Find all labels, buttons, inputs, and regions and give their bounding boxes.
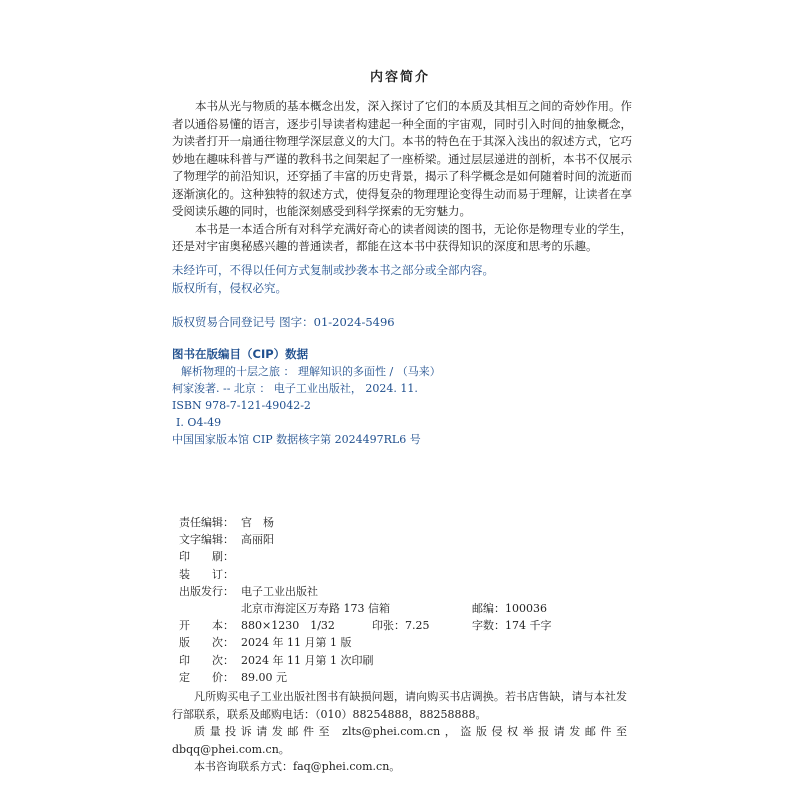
text-editor-value: 高丽阳 xyxy=(241,533,274,547)
printing-label: 印 次： xyxy=(179,653,234,667)
footer-line-2: 质量投诉请发邮件至 zlts@phei.com.cn，盗版侵权举报请发邮件至 dbqq@phei.com.cn。 xyxy=(172,725,627,756)
cip-line-3: ISBN 978-7-121-49042-2 xyxy=(172,399,311,412)
price-value: 89.00 元 xyxy=(241,670,287,684)
cip-line-1: 解析物理的十层之旅 ： 理解知识的多面性 / （马来） xyxy=(181,365,441,378)
format-value: 880×1230 1/32 xyxy=(241,619,335,633)
footer-notice xyxy=(172,688,627,776)
printing-value: 2024 年 11 月第 1 次印刷 xyxy=(241,653,374,667)
contract-number: 版权贸易合同登记号 图字：01-2024-5496 xyxy=(172,315,395,329)
publisher-value: 电子工业出版社 xyxy=(241,584,318,598)
editor-label: 责任编辑： xyxy=(179,516,234,529)
cip-line-4: Ⅰ. O4-49 xyxy=(176,416,222,429)
introduction xyxy=(172,98,632,256)
sheets-value: 印张：7.25 xyxy=(372,619,430,633)
print-label: 印 刷： xyxy=(179,550,234,564)
intro-paragraph-1: 本书从光与物质的基本概念出发，深入探讨了它们的本质及其相互之间的奇妙作用。作者以通俗易懂的语言，逐步引导读者构建起一种全面的宇宙观，同时引入时间的抽象概念，为读者打开一扇通往物理学深层意义的大门。本书的特色在于其深入浅出的叙述方式，它巧妙地在趣味科普与严谨的教科书之间架起了一座桥梁。通过层层递进的剖析，本书不仅展示了物理学的前沿知识，还穿插了丰富的历史背景，揭示了科学概念是如何随着时间的流逝而逐渐演化的。这种独特的叙述方式，使得复杂的物理理论变得生动而易于理解，让读者在享受阅读乐趣的同时，也能深刻感受到科学探索的无穷魅力。 xyxy=(172,99,632,218)
page-title: 内容简介 xyxy=(369,70,430,85)
text-editor-label: 文字编辑： xyxy=(179,533,234,547)
cip-line-2: 柯家浚著. -- 北京 ： 电子工业出版社， 2024. 11. xyxy=(172,382,418,395)
edition-label: 版 次： xyxy=(179,636,234,650)
cip-line-5: 中国国家版本馆 CIP 数据核字第 2024497RL6 号 xyxy=(172,433,421,446)
rights-line-1: 未经许可，不得以任何方式复制或抄袭本书之部分或全部内容。 xyxy=(172,263,494,277)
footer-line-1: 凡所购买电子工业出版社图书有缺损问题，请向购买书店调换。若书店售缺，请与本社发行部联系，联系及邮购电话：（010）88254888，88258888。 xyxy=(172,690,627,721)
address-value: 北京市海淀区万寿路 173 信箱 xyxy=(241,601,390,615)
price-label: 定 价： xyxy=(179,670,234,684)
format-label: 开 本： xyxy=(179,619,234,633)
postcode-value: 邮编：100036 xyxy=(472,601,547,615)
words-value: 字数：174 千字 xyxy=(472,619,552,633)
cip-block xyxy=(172,346,441,448)
intro-paragraph-2: 本书是一本适合所有对科学充满好奇心的读者阅读的图书，无论你是物理专业的学生，还是对宇宙奥秘感兴趣的普通读者，都能在这本书中获得知识的深度和思考的乐趣。 xyxy=(172,221,632,253)
publisher-label: 出版发行： xyxy=(179,584,234,598)
edition-value: 2024 年 11 月第 1 版 xyxy=(241,636,352,650)
cip-heading: 图书在版编目（CIP）数据 xyxy=(172,347,309,361)
binding-label: 装 订： xyxy=(179,567,234,581)
editor-value: 官 杨 xyxy=(241,516,274,529)
rights-notice xyxy=(172,262,494,297)
footer-line-3: 本书咨询联系方式：faq@phei.com.cn。 xyxy=(194,760,401,773)
rights-line-2: 版权所有，侵权必究。 xyxy=(172,280,287,295)
